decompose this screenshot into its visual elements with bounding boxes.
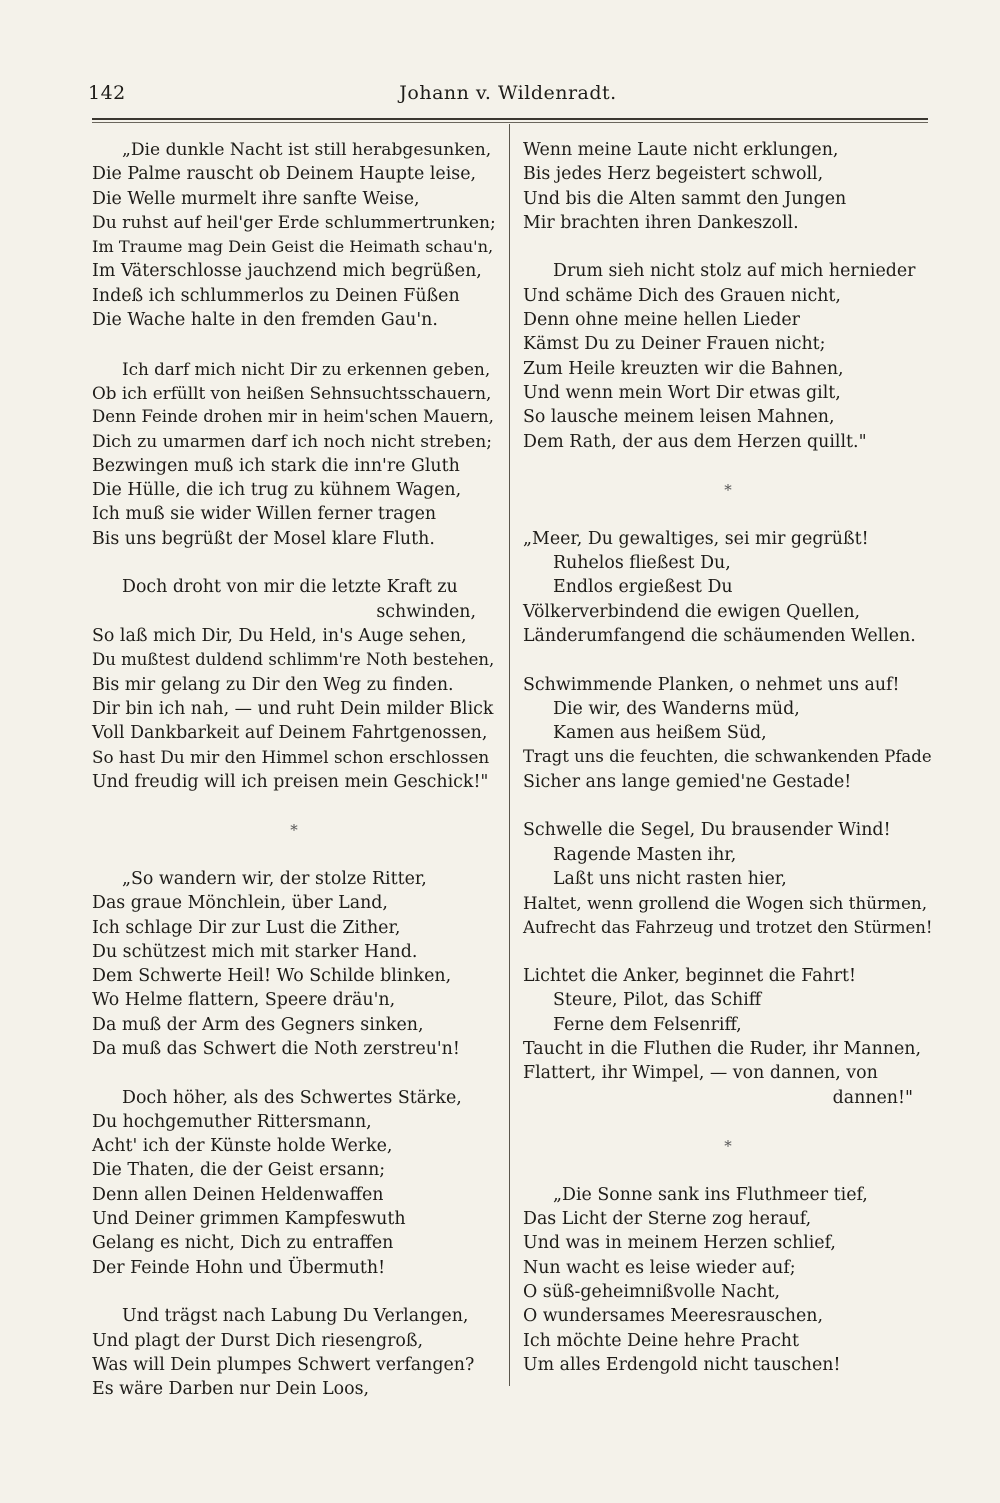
verse-line: Mir brachten ihren Dankeszoll. — [523, 212, 799, 233]
stanza — [523, 964, 933, 1110]
verse-line: Und plagt der Durst Dich riesengroß, — [92, 1330, 424, 1351]
verse-line: Bezwingen muß ich stark die inn're Gluth — [92, 455, 460, 476]
running-title: Johann v. Wildenradt. — [399, 82, 617, 104]
verse-line: Ob ich erfüllt von heißen Sehnsuchtsschauern, — [92, 382, 492, 403]
verse-line: Haltet, wenn grollend die Wogen sich thürmen, — [523, 893, 928, 914]
verse-line: Es wäre Darben nur Dein Loos, — [92, 1379, 370, 1400]
verse-line: „Die Sonne sank ins Fluthmeer tief, — [553, 1184, 868, 1205]
verse-line: Dir bin ich nah, — und ruht Dein milder Blick — [92, 698, 494, 719]
verse-line: Um alles Erdengold nicht tauschen! — [523, 1354, 841, 1375]
verse-line: Schwimmende Planken, o nehmet uns auf! — [523, 674, 900, 695]
stanza — [92, 1086, 496, 1280]
verse-line: Sicher ans lange gemied'ne Gestade! — [523, 771, 852, 792]
verse-line: Nun wacht es leise wieder auf; — [523, 1257, 796, 1278]
verse-line: Und trägst nach Labung Du Verlangen, — [122, 1306, 469, 1327]
verse-line: Ferne dem Felsenriff, — [553, 1014, 742, 1035]
verse-line: O wundersames Meeresrauschen, — [523, 1306, 824, 1327]
verse-line: Bis jedes Herz begeistert schwoll, — [523, 164, 824, 185]
verse-line: Indeß ich schlummerlos zu Deinen Füßen — [92, 285, 460, 306]
left-column — [92, 138, 496, 1426]
stanza — [92, 357, 496, 551]
verse-line-wrap: dannen!" — [832, 1087, 913, 1108]
verse-line: „Die dunkle Nacht ist still herabgesunken, — [122, 140, 492, 160]
verse-line: Zum Heile kreuzten wir die Bahnen, — [523, 358, 844, 379]
stanza — [523, 527, 933, 648]
verse-line: Ich möchte Deine hehre Pracht — [523, 1330, 799, 1351]
verse-line: Und freudig will ich preisen mein Geschick!" — [92, 771, 489, 792]
verse-line: Die wir, des Wanderns müd, — [553, 698, 800, 719]
verse-line: Der Feinde Hohn und Übermuth! — [92, 1257, 386, 1278]
header-rule — [92, 118, 928, 120]
verse-line: Denn ohne meine hellen Lieder — [523, 310, 800, 331]
verse-line: Dich zu umarmen darf ich noch nicht streben; — [92, 431, 492, 452]
stanza — [523, 138, 933, 235]
verse-line: Was will Dein plumpes Schwert verfangen? — [92, 1354, 475, 1375]
verse-line: Länderumfangend die schäumenden Wellen. — [523, 625, 916, 646]
verse-line: Ruhelos fließest Du, — [553, 553, 731, 574]
stanza — [92, 1304, 496, 1401]
verse-line: Völkerverbindend die ewigen Quellen, — [523, 601, 861, 622]
verse-line: Die Hülle, die ich trug zu kühnem Wagen, — [92, 480, 462, 501]
stanza — [92, 867, 496, 1061]
stanza — [92, 575, 496, 794]
verse-line: Kamen aus heißem Süd, — [553, 723, 767, 744]
right-column — [523, 138, 933, 1401]
verse-line: Da muß das Schwert die Noth zerstreu'n! — [92, 1038, 460, 1059]
verse-line: Du mußtest duldend schlimm're Noth bestehen, — [92, 650, 495, 670]
verse-line: Gelang es nicht, Dich zu entraffen — [92, 1233, 394, 1254]
verse-line: Aufrecht das Fahrzeug und trotzet den Stürmen! — [523, 917, 933, 937]
verse-line: Und wenn mein Wort Dir etwas gilt, — [523, 382, 841, 403]
verse-line: Die Palme rauscht ob Deinem Haupte leise, — [92, 164, 477, 185]
verse-line: Tragt uns die feuchten, die schwankenden Pfade — [523, 747, 932, 767]
verse-line: Bis mir gelang zu Dir den Weg zu finden. — [92, 674, 454, 695]
asterism: * — [290, 821, 298, 840]
separator — [92, 818, 496, 842]
page-header — [88, 76, 928, 116]
verse-line: Im Väterschlosse jauchzend mich begrüßen, — [92, 261, 482, 282]
verse-line: Lichtet die Anker, beginnet die Fahrt! — [523, 966, 856, 987]
verse-line: Im Traume mag Dein Geist die Heimath schau'n, — [92, 237, 494, 257]
verse-line: Steure, Pilot, das Schiff — [553, 990, 762, 1011]
verse-line: Die Wache halte in den fremden Gau'n. — [92, 310, 438, 331]
verse-line: Ich schlage Dir zur Lust die Zither, — [92, 917, 401, 938]
verse-line: Doch droht von mir die letzte Kraft zu — [122, 577, 458, 598]
verse-line: Denn Feinde drohen mir in heim'schen Mauern, — [92, 407, 494, 427]
verse-line: Drum sieh nicht stolz auf mich hernieder — [553, 261, 916, 282]
verse-line: Die Welle murmelt ihre sanfte Weise, — [92, 188, 420, 209]
verse-line: „So wandern wir, der stolze Ritter, — [122, 868, 427, 889]
verse-line: Dem Rath, der aus dem Herzen quillt." — [523, 431, 867, 452]
page-number: 142 — [88, 82, 126, 104]
verse-line: Doch höher, als des Schwertes Stärke, — [122, 1087, 462, 1108]
verse-line: O süß-geheimnißvolle Nacht, — [523, 1281, 781, 1302]
column-divider — [509, 124, 510, 1386]
stanza — [523, 259, 933, 453]
verse-line: Taucht in die Fluthen die Ruder, ihr Mannen, — [523, 1038, 922, 1059]
verse-line: Dem Schwerte Heil! Wo Schilde blinken, — [92, 966, 452, 987]
verse-line: Ragende Masten ihr, — [553, 844, 737, 865]
verse-line: „Meer, Du gewaltiges, sei mir gegrüßt! — [523, 528, 869, 549]
verse-line: Die Thaten, die der Geist ersann; — [92, 1160, 386, 1181]
verse-line: Wenn meine Laute nicht erklungen, — [523, 140, 839, 160]
separator — [523, 1134, 933, 1158]
verse-line: Endlos ergießest Du — [553, 577, 733, 598]
stanza — [523, 673, 933, 794]
stanza — [523, 818, 933, 939]
verse-line: Das Licht der Sterne zog herauf, — [523, 1209, 812, 1230]
verse-line: Ich muß sie wider Willen ferner tragen — [92, 504, 437, 525]
verse-line: Du ruhst auf heil'ger Erde schlummertrunken; — [92, 212, 496, 233]
verse-line: Wo Helme flattern, Speere dräu'n, — [92, 990, 396, 1011]
verse-line: Ich darf mich nicht Dir zu erkennen geben, — [122, 358, 491, 379]
header-rule-thin — [92, 122, 928, 123]
verse-line: Voll Dankbarkeit auf Deinem Fahrtgenossen, — [92, 723, 488, 744]
separator — [523, 478, 933, 502]
verse-line: Du hochgemuther Rittersmann, — [92, 1111, 372, 1132]
verse-line: So laß mich Dir, Du Held, in's Auge sehen, — [92, 625, 467, 646]
verse-line: Du schützest mich mit starker Hand. — [92, 941, 418, 962]
asterism: * — [724, 481, 732, 500]
verse-line: Und Deiner grimmen Kampfeswuth — [92, 1209, 406, 1230]
verse-line: Flattert, ihr Wimpel, — von dannen, von — [523, 1063, 878, 1084]
verse-line: Da muß der Arm des Gegners sinken, — [92, 1014, 424, 1035]
verse-line: So lausche meinem leisen Mahnen, — [523, 407, 835, 428]
stanza — [92, 138, 496, 332]
verse-line: Und was in meinem Herzen schlief, — [523, 1233, 836, 1254]
verse-line-wrap: schwinden, — [376, 601, 476, 622]
verse-line: Bis uns begrüßt der Mosel klare Fluth. — [92, 528, 435, 549]
verse-line: Und bis die Alten sammt den Jungen — [523, 188, 847, 209]
verse-line: Und schäme Dich des Grauen nicht, — [523, 285, 841, 306]
verse-line: So hast Du mir den Himmel schon erschlossen — [92, 747, 490, 768]
verse-line: Schwelle die Segel, Du brausender Wind! — [523, 820, 891, 841]
verse-line: Kämst Du zu Deiner Frauen nicht; — [523, 334, 826, 355]
verse-line: Das graue Mönchlein, über Land, — [92, 893, 388, 914]
verse-line: Denn allen Deinen Heldenwaffen — [92, 1184, 384, 1205]
asterism: * — [724, 1137, 732, 1156]
verse-line: Laßt uns nicht rasten hier, — [553, 868, 787, 889]
stanza — [523, 1183, 933, 1377]
verse-line: Acht' ich der Künste holde Werke, — [92, 1136, 393, 1157]
